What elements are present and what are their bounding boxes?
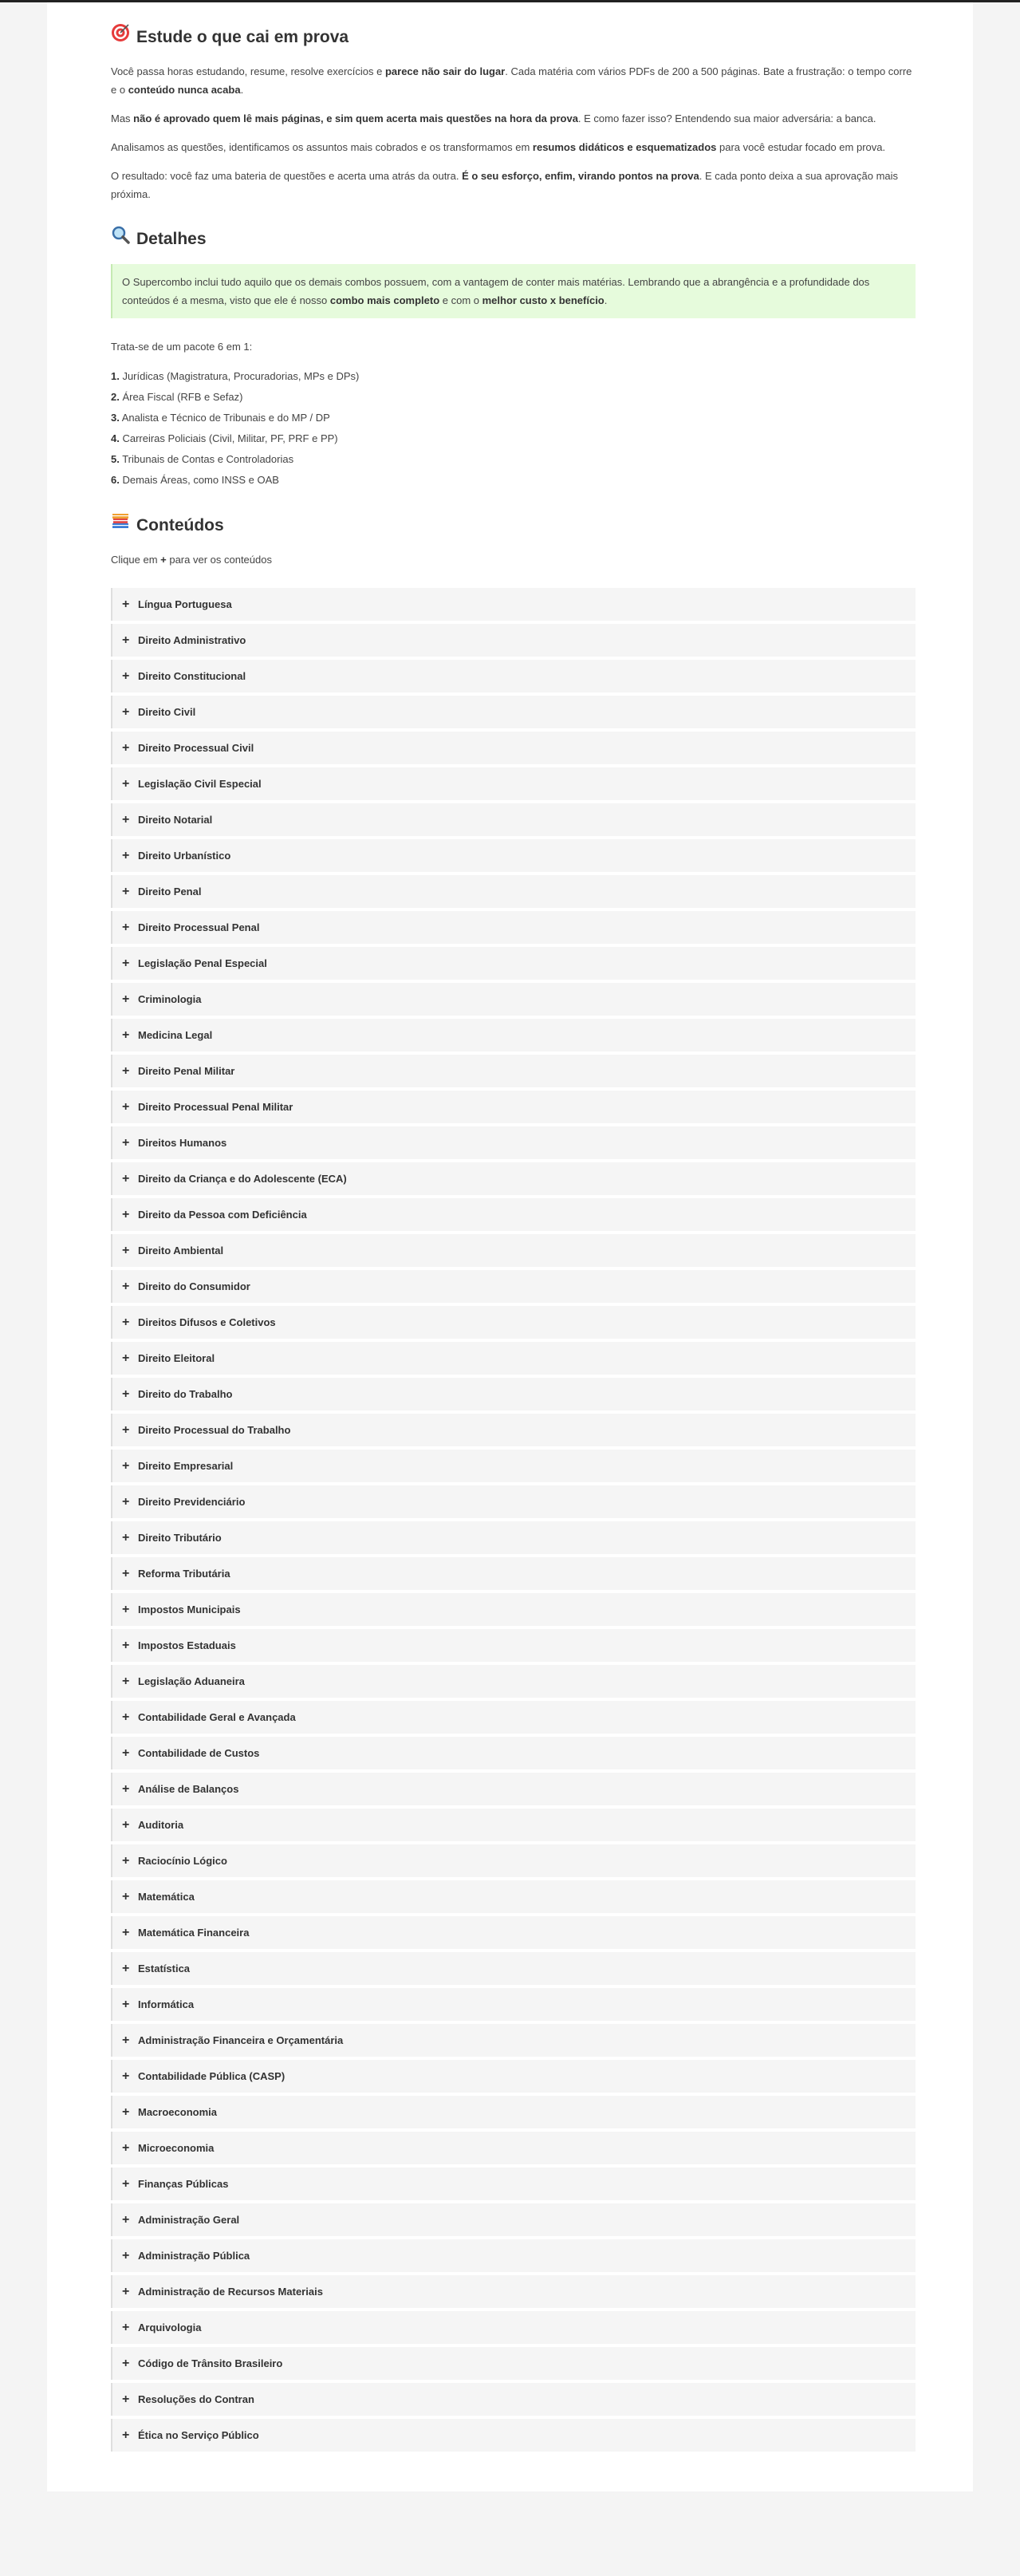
accordion-item-label: Impostos Municipais xyxy=(138,1604,241,1615)
plus-icon[interactable]: + xyxy=(122,1530,130,1544)
accordion-item-label: Contabilidade Pública (CASP) xyxy=(138,2070,286,2082)
intro-paragraph-1: Você passa horas estudando, resume, resolve exercícios e parece não sair do lugar. Cada matéria com vários PDFs de 200 a 500 páginas. Bate a frustração: o tempo corre e o conteúdo nunca acaba. xyxy=(111,65,912,96)
plus-icon[interactable]: + xyxy=(122,1710,130,1724)
accordion-item[interactable] xyxy=(111,696,916,728)
section-title-contents xyxy=(111,511,916,538)
plus-icon[interactable]: + xyxy=(122,2176,130,2191)
accordion-item[interactable] xyxy=(111,1809,916,1841)
accordion-item[interactable] xyxy=(111,1844,916,1877)
accordion-item[interactable] xyxy=(111,1342,916,1375)
plus-icon[interactable]: + xyxy=(122,1315,130,1329)
package-list-item xyxy=(111,449,916,470)
plus-icon[interactable]: + xyxy=(122,1853,130,1868)
books-icon xyxy=(111,511,132,538)
plus-icon[interactable]: + xyxy=(122,1674,130,1688)
accordion-item-label: Raciocínio Lógico xyxy=(138,1855,227,1867)
accordion-item[interactable] xyxy=(111,1270,916,1303)
accordion-item-label: Contabilidade de Custos xyxy=(138,1747,260,1759)
accordion-item-label: Direito Civil xyxy=(138,706,196,718)
accordion-item-label: Direito Processual do Trabalho xyxy=(138,1424,291,1436)
accordion-item[interactable] xyxy=(111,588,916,621)
package-list-item xyxy=(111,470,916,491)
plus-icon[interactable]: + xyxy=(122,1135,130,1150)
accordion-item-label: Arquivologia xyxy=(138,2322,202,2333)
plus-icon[interactable]: + xyxy=(122,1746,130,1760)
plus-icon[interactable]: + xyxy=(122,1422,130,1437)
plus-icon[interactable]: + xyxy=(122,2033,130,2047)
plus-icon[interactable]: + xyxy=(122,1781,130,1796)
plus-icon[interactable]: + xyxy=(122,956,130,970)
accordion-item[interactable] xyxy=(111,1485,916,1518)
accordion-item[interactable] xyxy=(111,1450,916,1482)
package-list-item xyxy=(111,428,916,449)
package-item-number: 5. xyxy=(111,453,120,465)
plus-icon[interactable]: + xyxy=(122,1099,130,1114)
page-title: Estude o que cai em prova xyxy=(136,28,349,46)
plus-icon[interactable]: + xyxy=(122,848,130,862)
plus-icon[interactable]: + xyxy=(122,992,130,1006)
plus-icon[interactable]: + xyxy=(122,633,130,647)
accordion-item[interactable] xyxy=(111,1952,916,1985)
accordion-item[interactable] xyxy=(111,1988,916,2021)
accordion-item-label: Direito da Criança e do Adolescente (ECA) xyxy=(138,1173,347,1185)
section-title-details xyxy=(111,225,916,251)
plus-icon[interactable]: + xyxy=(122,597,130,611)
accordion-item[interactable] xyxy=(111,1162,916,1195)
section-title-study xyxy=(111,23,916,49)
accordion-item-label: Direito Processual Penal Militar xyxy=(138,1101,293,1113)
accordion-item-label: Direito Eleitoral xyxy=(138,1352,215,1364)
plus-icon[interactable]: + xyxy=(122,1207,130,1221)
accordion-item[interactable] xyxy=(111,2239,916,2272)
package-item-number: 1. xyxy=(111,370,120,382)
accordion-item[interactable] xyxy=(111,2275,916,2308)
plus-icon[interactable]: + xyxy=(122,812,130,826)
accordion-item-label: Direito Empresarial xyxy=(138,1460,234,1472)
accordion-item-label: Direito Constitucional xyxy=(138,670,246,682)
package-list-item xyxy=(111,408,916,428)
plus-icon[interactable]: + xyxy=(122,2105,130,2119)
accordion-item-label: Resoluções do Contran xyxy=(138,2393,254,2405)
accordion-item[interactable] xyxy=(111,2024,916,2057)
accordion-item-label: Ética no Serviço Público xyxy=(138,2429,259,2441)
plus-icon[interactable]: + xyxy=(122,1171,130,1185)
accordion-item[interactable] xyxy=(111,1521,916,1554)
accordion-item[interactable] xyxy=(111,767,916,800)
accordion-item-label: Direito Notarial xyxy=(138,814,213,826)
accordion-item[interactable] xyxy=(111,1701,916,1734)
package-item-text: Área Fiscal (RFB e Sefaz) xyxy=(119,391,243,403)
accordion-item-label: Administração Financeira e Orçamentária xyxy=(138,2034,344,2046)
accordion-item[interactable] xyxy=(111,1665,916,1698)
accordion-item-label: Finanças Públicas xyxy=(138,2178,229,2190)
accordion-item[interactable] xyxy=(111,1378,916,1410)
plus-icon[interactable]: + xyxy=(122,1063,130,1078)
accordion-item-label: Análise de Balanços xyxy=(138,1783,239,1795)
accordion-item-label: Direito Processual Civil xyxy=(138,742,254,754)
accordion-item[interactable] xyxy=(111,660,916,692)
accordion-item[interactable] xyxy=(111,1880,916,1913)
combo-highlight-box: O Supercombo inclui tudo aquilo que os demais combos possuem, com a vantagem de conter mais matérias. Lembrando que a abrangência e a profundidade dos conteúdos é a mesma, visto que ele é nosso combo mais completo e com o melhor custo x benefício. xyxy=(111,264,916,318)
accordion-item[interactable] xyxy=(111,1629,916,1662)
accordion-item[interactable] xyxy=(111,1773,916,1805)
intro-paragraph-4: O resultado: você faz uma bateria de questões e acerta uma atrás da outra. É o seu esforço, enfim, virando pontos na prova. E cada ponto deixa a sua aprovação mais próxima. xyxy=(111,170,899,200)
accordion-item[interactable] xyxy=(111,2096,916,2128)
accordion-item[interactable] xyxy=(111,1055,916,1087)
accordion-item-label: Direito Ambiental xyxy=(138,1245,224,1256)
accordion-item-label: Reforma Tributária xyxy=(138,1568,230,1580)
plus-icon[interactable]: + xyxy=(122,1566,130,1580)
plus-icon[interactable]: + xyxy=(122,1889,130,1903)
accordion-item-label: Direito Administrativo xyxy=(138,634,246,646)
accordion-item[interactable] xyxy=(111,1198,916,1231)
accordion-item[interactable] xyxy=(111,2311,916,2344)
subjects-accordion xyxy=(111,588,916,2452)
plus-icon[interactable]: + xyxy=(122,2140,130,2155)
accordion-item[interactable] xyxy=(111,2203,916,2236)
accordion-item[interactable] xyxy=(111,1557,916,1590)
plus-icon[interactable]: + xyxy=(122,1638,130,1652)
accordion-item[interactable] xyxy=(111,1916,916,1949)
package-item-number: 2. xyxy=(111,391,120,403)
accordion-item-label: Criminologia xyxy=(138,993,202,1005)
intro-paragraph-3: Analisamos as questões, identificamos os assuntos mais cobrados e os transformamos em resumos didáticos e esquematizados para você estudar focado em prova. xyxy=(111,141,886,153)
accordion-item-label: Informática xyxy=(138,1998,195,2010)
accordion-item-label: Impostos Estaduais xyxy=(138,1639,236,1651)
accordion-item-label: Direitos Humanos xyxy=(138,1137,227,1149)
plus-icon[interactable]: + xyxy=(122,2069,130,2083)
plus-icon[interactable]: + xyxy=(122,2428,130,2442)
accordion-item-label: Auditoria xyxy=(138,1819,184,1831)
accordion-item[interactable] xyxy=(111,911,916,944)
accordion-item[interactable] xyxy=(111,983,916,1016)
accordion-item-label: Direito Penal xyxy=(138,886,202,897)
accordion-item[interactable] xyxy=(111,1019,916,1051)
accordion-item[interactable] xyxy=(111,732,916,764)
plus-icon[interactable]: + xyxy=(122,2284,130,2298)
accordion-item-label: Administração de Recursos Materiais xyxy=(138,2286,323,2298)
package-list-item xyxy=(111,366,916,387)
accordion-item-label: Legislação Aduaneira xyxy=(138,1675,245,1687)
accordion-item-label: Direito Processual Penal xyxy=(138,921,260,933)
plus-icon[interactable]: + xyxy=(122,884,130,898)
plus-icon[interactable]: + xyxy=(122,1279,130,1293)
accordion-item-label: Direito Previdenciário xyxy=(138,1496,246,1508)
accordion-item-label: Direito Penal Militar xyxy=(138,1065,235,1077)
accordion-item-label: Macroeconomia xyxy=(138,2106,217,2118)
plus-icon[interactable]: + xyxy=(122,1602,130,1616)
intro-paragraph-2: Mas não é aprovado quem lê mais páginas, e sim quem acerta mais questões na hora da prova. E como fazer isso? Entendendo sua maior adversária: a banca. xyxy=(111,112,876,124)
accordion-item-label: Direito do Trabalho xyxy=(138,1388,233,1400)
accordion-item-label: Direito Tributário xyxy=(138,1532,222,1544)
accordion-item-label: Direito Urbanístico xyxy=(138,850,231,862)
plus-icon[interactable]: + xyxy=(122,1028,130,1042)
plus-icon[interactable]: + xyxy=(122,2248,130,2262)
plus-icon[interactable]: + xyxy=(122,2320,130,2334)
accordion-item[interactable] xyxy=(111,624,916,657)
accordion-item-label: Legislação Civil Especial xyxy=(138,778,262,790)
package-item-text: Tribunais de Contas e Controladorias xyxy=(119,453,294,465)
plus-icon[interactable]: + xyxy=(122,2356,130,2370)
accordion-item-label: Direito do Consumidor xyxy=(138,1280,250,1292)
details-title: Detalhes xyxy=(136,230,207,248)
package-item-number: 6. xyxy=(111,474,120,486)
accordion-item[interactable] xyxy=(111,2347,916,2380)
accordion-item[interactable] xyxy=(111,2168,916,2200)
accordion-item-label: Matemática xyxy=(138,1891,195,1903)
package-list xyxy=(111,366,916,491)
accordion-item[interactable] xyxy=(111,1306,916,1339)
accordion-item-label: Administração Geral xyxy=(138,2214,240,2226)
accordion-item-label: Direito da Pessoa com Deficiência xyxy=(138,1209,307,1221)
accordion-item[interactable] xyxy=(111,2383,916,2416)
accordion-item[interactable] xyxy=(111,1414,916,1446)
accordion-item[interactable] xyxy=(111,1234,916,1267)
plus-icon[interactable]: + xyxy=(122,704,130,719)
magnifier-icon xyxy=(111,225,132,251)
accordion-item[interactable] xyxy=(111,875,916,908)
package-item-text: Demais Áreas, como INSS e OAB xyxy=(119,474,279,486)
plus-icon[interactable]: + xyxy=(122,776,130,791)
accordion-item-label: Direitos Difusos e Coletivos xyxy=(138,1316,276,1328)
accordion-item-label: Língua Portuguesa xyxy=(138,598,232,610)
plus-icon[interactable]: + xyxy=(122,920,130,934)
accordion-item-label: Contabilidade Geral e Avançada xyxy=(138,1711,296,1723)
accordion-item[interactable] xyxy=(111,947,916,980)
package-item-number: 4. xyxy=(111,432,120,444)
accordion-item[interactable] xyxy=(111,2419,916,2452)
package-intro-text: Trata-se de um pacote 6 em 1: xyxy=(111,341,253,353)
plus-icon[interactable]: + xyxy=(122,740,130,755)
plus-icon[interactable]: + xyxy=(122,1351,130,1365)
accordion-item-label: Administração Pública xyxy=(138,2250,250,2262)
plus-icon[interactable]: + xyxy=(122,1961,130,1975)
contents-hint: Clique em + para ver os conteúdos xyxy=(111,554,272,566)
accordion-item-label: Microeconomia xyxy=(138,2142,215,2154)
plus-icon[interactable]: + xyxy=(122,1458,130,1473)
accordion-item[interactable] xyxy=(111,839,916,872)
accordion-item[interactable] xyxy=(111,2132,916,2164)
accordion-item[interactable] xyxy=(111,2060,916,2093)
accordion-item[interactable] xyxy=(111,1737,916,1769)
accordion-item[interactable] xyxy=(111,803,916,836)
plus-icon[interactable]: + xyxy=(122,1997,130,2011)
plus-icon[interactable]: + xyxy=(122,2212,130,2227)
accordion-item-label: Matemática Financeira xyxy=(138,1927,250,1939)
plus-icon[interactable]: + xyxy=(122,1243,130,1257)
package-item-text: Carreiras Policiais (Civil, Militar, PF, PRF e PP) xyxy=(119,432,338,444)
accordion-item-label: Legislação Penal Especial xyxy=(138,957,267,969)
content-card xyxy=(47,2,973,2491)
package-list-item xyxy=(111,387,916,408)
plus-icon[interactable]: + xyxy=(122,2392,130,2406)
package-item-number: 3. xyxy=(111,412,120,424)
accordion-item-label: Medicina Legal xyxy=(138,1029,213,1041)
plus-icon[interactable]: + xyxy=(122,1387,130,1401)
plus-icon[interactable]: + xyxy=(122,669,130,683)
target-icon xyxy=(111,23,132,49)
accordion-item[interactable] xyxy=(111,1126,916,1159)
contents-title: Conteúdos xyxy=(136,516,224,535)
accordion-item[interactable] xyxy=(111,1091,916,1123)
package-item-text: Jurídicas (Magistratura, Procuradorias, MPs e DPs) xyxy=(119,370,360,382)
package-item-text: Analista e Técnico de Tribunais e do MP / DP xyxy=(119,412,330,424)
accordion-item-label: Estatística xyxy=(138,1963,191,1974)
plus-icon[interactable]: + xyxy=(122,1494,130,1509)
accordion-item[interactable] xyxy=(111,1593,916,1626)
accordion-item-label: Código de Trânsito Brasileiro xyxy=(138,2357,283,2369)
plus-icon[interactable]: + xyxy=(122,1925,130,1939)
plus-icon[interactable]: + xyxy=(122,1817,130,1832)
